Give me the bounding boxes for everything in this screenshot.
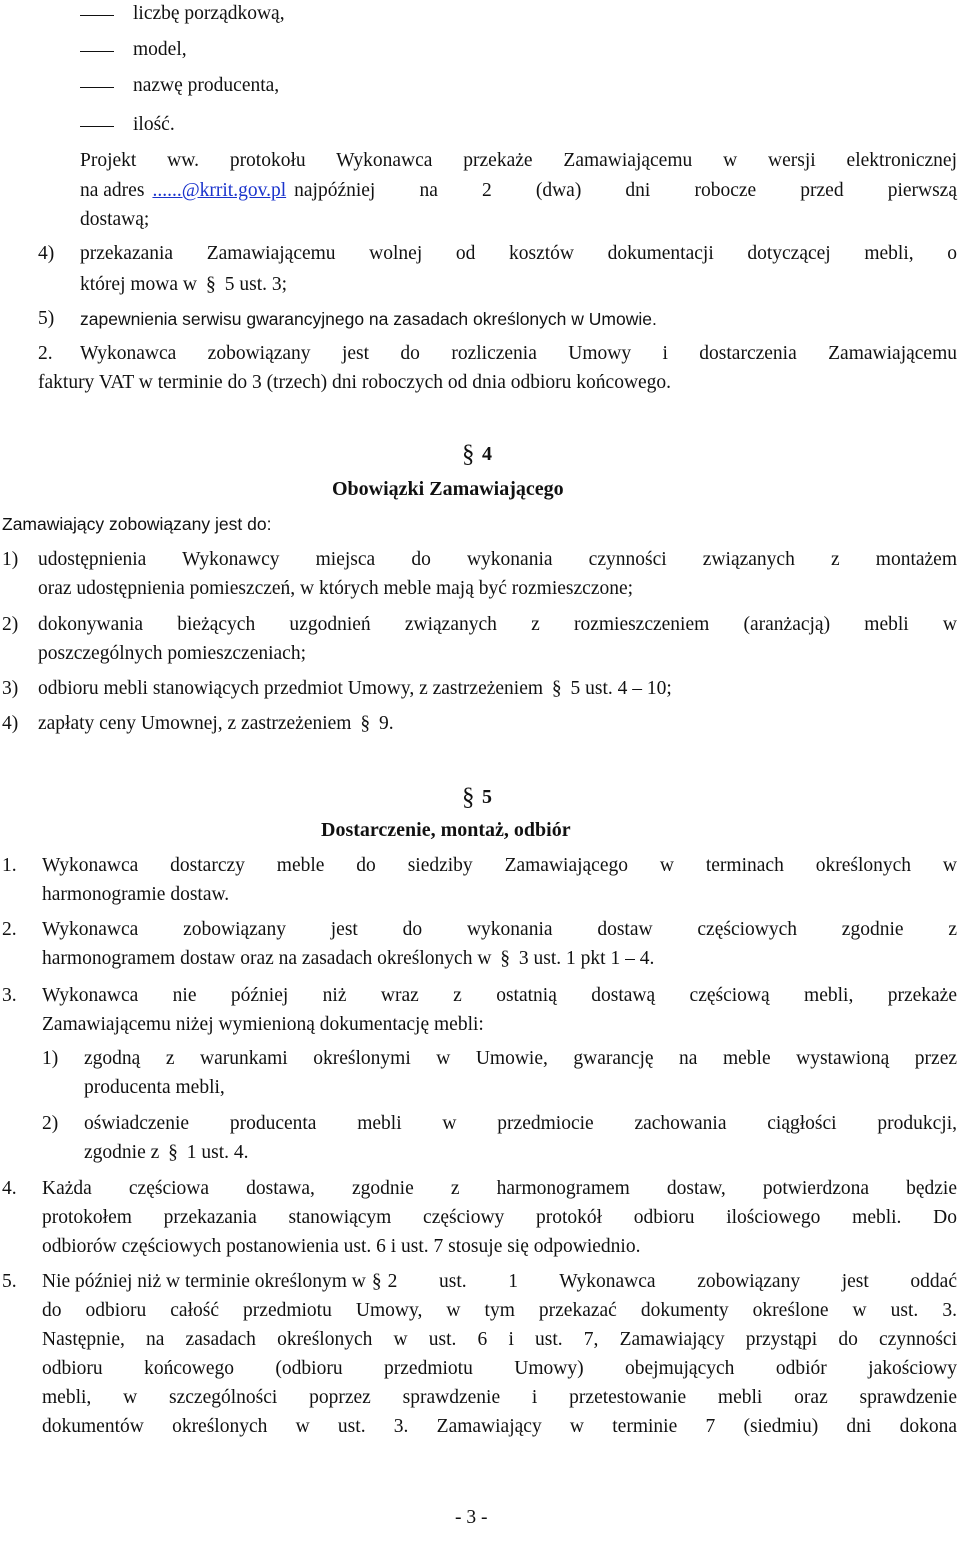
text-fragment: zapłaty ceny Umownej, z zastrzeżeniem	[38, 713, 352, 734]
item-number: 4)	[2, 713, 19, 734]
paragraph-line: zgodną z warunkami określonymi w Umowie, gwarancję na meble wystawioną przez	[84, 1048, 957, 1069]
list-dash	[80, 126, 114, 127]
paragraph-line: odbioru końcowego (odbioru przedmiotu Umowy) obejmujących odbiór jakościowy	[42, 1358, 957, 1379]
paragraph-line: protokołem przekazania stanowiącym częściowy protokół odbioru ilościowego mebli. Do	[42, 1207, 957, 1228]
item-number: 2.	[38, 343, 53, 364]
paragraph-line	[42, 947, 654, 971]
paragraph-line: harmonogramie dostaw.	[42, 884, 230, 905]
section-symbol: §	[462, 784, 475, 811]
text-fragment: 5 ust. 4 – 10;	[570, 678, 672, 699]
paragraph-line: dostawą;	[80, 209, 150, 230]
text-fragment: odbioru mebli stanowiących przedmiot Umowy, z zastrzeżeniem	[38, 678, 544, 699]
email-link[interactable]: ......@krrit.gov.pl	[152, 180, 287, 201]
item-number: 5)	[38, 308, 55, 329]
item-number: 5.	[2, 1271, 17, 1292]
list-dash	[80, 87, 114, 88]
paragraph-line: Projekt ww. protokołu Wykonawca przekaże Zamawiającemu w wersji elektronicznej	[80, 150, 957, 171]
paragraph-line: dokonywania bieżących uzgodnień związanych z rozmieszczeniem (aranżacją) mebli w	[38, 614, 957, 635]
page-number: - 3 -	[455, 1507, 488, 1528]
paragraph-line: Wykonawca zobowiązany jest do rozliczenia Umowy i dostarczenia Zamawiającemu	[80, 343, 957, 364]
text-fragment: najpóźniej na 2 (dwa) dni robocze przed pierwszą	[294, 180, 957, 201]
text-fragment: zgodnie z	[84, 1142, 160, 1163]
paragraph-line: producenta mebli,	[84, 1077, 225, 1098]
paragraph-line	[38, 677, 672, 701]
paragraph-line	[38, 712, 394, 736]
paragraph-line: przekazania Zamawiającemu wolnej od kosztów dokumentacji dotyczącej mebli, o	[80, 243, 957, 264]
paragraph-line: poszczególnych pomieszczeniach;	[38, 643, 307, 664]
item-number: 1)	[2, 549, 19, 570]
text-fragment: 2 ust. 1 Wykonawca zobowiązany jest oddać	[387, 1271, 957, 1292]
text-fragment: na adres	[80, 180, 145, 201]
section-symbol: §	[168, 1142, 178, 1163]
paragraph-line: mebli, w szczególności poprzez sprawdzenie i przetestowanie mebli oraz sprawdzenie	[42, 1387, 957, 1408]
paragraph-line: oraz udostępnienia pomieszczeń, w których meble mają być rozmieszczone;	[38, 578, 634, 599]
section-title: Obowiązki Zamawiającego	[332, 478, 564, 500]
text-fragment: harmonogramem dostaw oraz na zasadach określonych w	[42, 948, 492, 969]
item-number: 2)	[42, 1113, 59, 1134]
paragraph-line: Zamawiający zobowiązany jest do:	[2, 514, 272, 534]
item-number: 3.	[2, 985, 17, 1006]
paragraph-line	[80, 179, 957, 203]
text-fragment: 3 ust. 1 pkt 1 – 4.	[518, 948, 655, 969]
item-number: 1)	[42, 1048, 59, 1069]
paragraph-line: Zamawiającemu niżej wymienioną dokumentację mebli:	[42, 1014, 484, 1035]
paragraph-line	[84, 1141, 249, 1165]
item-number: 2.	[2, 919, 17, 940]
item-number: 2)	[2, 614, 19, 635]
list-item: model,	[133, 39, 187, 60]
paragraph-line: Każda częściowa dostawa, zgodnie z harmonogramem dostaw, potwierdzona będzie	[42, 1178, 957, 1199]
item-number: 4.	[2, 1178, 17, 1199]
paragraph-line: oświadczenie producenta mebli w przedmiocie zachowania ciągłości produkcji,	[84, 1113, 957, 1134]
paragraph-line	[42, 1270, 957, 1294]
section-number: 5	[482, 786, 492, 808]
paragraph-line	[80, 271, 287, 297]
text-fragment: Nie później niż w terminie określonym w	[42, 1271, 366, 1292]
paragraph-line: do odbioru całość przedmiotu Umowy, w tym przekazać dokumenty określone w ust. 3.	[42, 1300, 957, 1321]
section-symbol: §	[360, 713, 371, 734]
paragraph-line: dokumentów określonych w ust. 3. Zamawiający w terminie 7 (siedmiu) dni dokona	[42, 1416, 957, 1437]
list-item: liczbę porządkową,	[133, 3, 285, 24]
list-dash	[80, 51, 114, 52]
paragraph-line: zapewnienia serwisu gwarancyjnego na zasadach określonych w Umowie.	[80, 309, 657, 329]
section-symbol: §	[500, 948, 511, 969]
paragraph-line: Wykonawca zobowiązany jest do wykonania dostaw częściowych zgodnie z	[42, 919, 957, 940]
text-fragment: której mowa w	[80, 274, 197, 295]
paragraph-line: Wykonawca dostarczy meble do siedziby Zamawiającego w terminach określonych w	[42, 855, 957, 876]
list-dash	[80, 15, 114, 16]
section-title: Dostarczenie, montaż, odbiór	[321, 819, 571, 841]
paragraph-line: Wykonawca nie później niż wraz z ostatnią dostawą częściową mebli, przekaże	[42, 985, 957, 1006]
paragraph-line: Następnie, na zasadach określonych w ust. 6 i ust. 7, Zamawiający przystąpi do czynności	[42, 1329, 957, 1350]
paragraph-line: udostępnienia Wykonawcy miejsca do wykonania czynności związanych z montażem	[38, 549, 957, 570]
section-symbol: §	[205, 273, 216, 295]
item-number: 1.	[2, 855, 17, 876]
section-number: 4	[482, 443, 492, 465]
text-fragment: 1 ust. 4.	[186, 1142, 249, 1163]
paragraph-line: odbiorów częściowych postanowienia ust. 6 i ust. 7 stosuje się odpowiednio.	[42, 1236, 641, 1257]
text-fragment: 9.	[378, 713, 394, 734]
section-symbol: §	[462, 441, 475, 468]
section-symbol: §	[371, 1271, 382, 1292]
section-symbol: §	[551, 678, 562, 699]
list-item: ilość.	[133, 114, 175, 135]
list-item: nazwę producenta,	[133, 75, 280, 96]
text-fragment: 5 ust. 3;	[224, 274, 288, 295]
item-number: 3)	[2, 678, 19, 699]
item-number: 4)	[38, 243, 55, 264]
paragraph-line: faktury VAT w terminie do 3 (trzech) dni roboczych od dnia odbioru końcowego.	[38, 372, 672, 393]
